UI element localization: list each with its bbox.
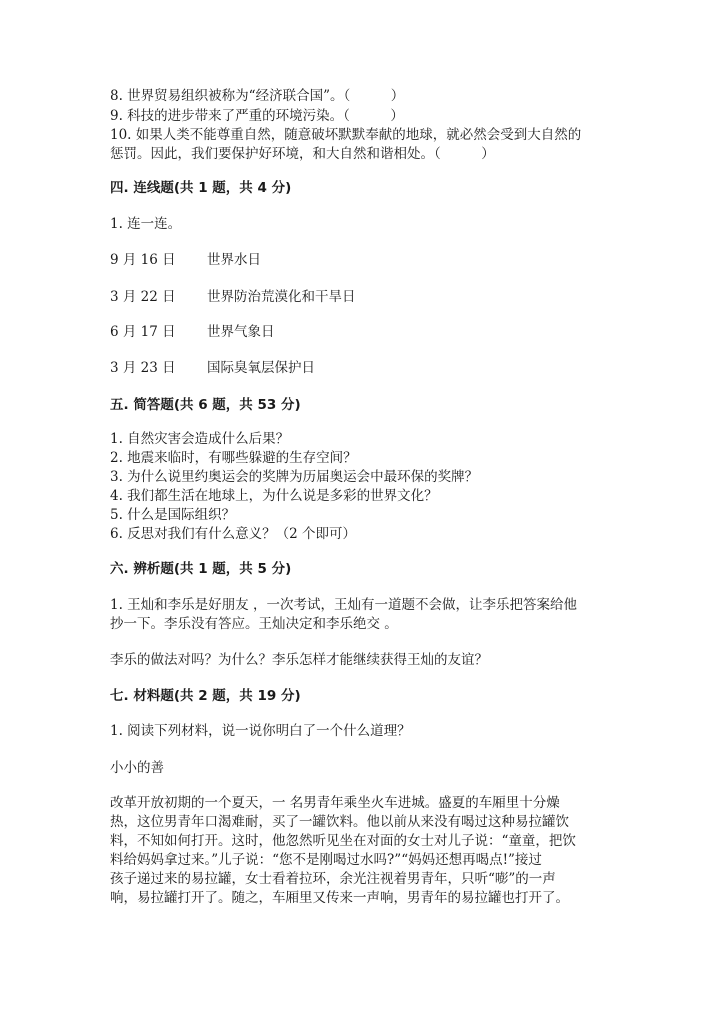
analysis-question-line-1: 1. 王灿和李乐是好朋友 ，一次考试，王灿有一道题不会做，让李乐把答案给他: [110, 597, 577, 613]
matching-day: 世界气象日: [207, 324, 275, 340]
matching-day: 世界防治荒漠化和干旱日: [207, 289, 356, 305]
matching-date: 3 月 23 日: [110, 360, 176, 376]
story-line: 孩子递过来的易拉罐，女士看着拉环，余光注视着男青年，只听“嘭”的一声: [110, 871, 556, 887]
section-heading-matching: 四. 连线题(共 1 题，共 4 分): [110, 180, 292, 196]
judgment-item-8: 8. 世界贸易组织被称为“经济联合国”。（ ）: [110, 88, 405, 104]
matching-date: 9 月 16 日: [110, 252, 176, 268]
material-question: 1. 阅读下列材料，说一说你明白了一个什么道理？: [110, 723, 411, 739]
story-line: 改革开放初期的一个夏天，一 名男青年乘坐火车进城。盛夏的车厢里十分燥: [110, 795, 560, 811]
section-heading-analysis: 六. 辨析题(共 1 题，共 5 分): [110, 561, 292, 577]
story-line: 料，不知如何打开。这时，他忽然听见坐在对面的女士对儿子说：“童童，把饮: [110, 833, 576, 849]
matching-date: 6 月 17 日: [110, 324, 176, 340]
short-answer-question: 2. 地震来临时，有哪些躲避的生存空间？: [110, 450, 357, 466]
judgment-item-10-line-1: 10. 如果人类不能尊重自然，随意破坏默默奉献的地球，就必然会受到大自然的: [110, 127, 582, 143]
matching-day: 国际臭氧层保护日: [207, 360, 315, 376]
section-heading-material: 七. 材料题(共 2 题，共 19 分): [110, 688, 301, 704]
matching-day: 世界水日: [207, 252, 261, 268]
judgment-item-9: 9. 科技的进步带来了严重的环境污染。（ ）: [110, 108, 404, 124]
section-heading-short-answer: 五. 简答题(共 6 题，共 53 分): [110, 397, 301, 413]
short-answer-question: 1. 自然灾害会造成什么后果？: [110, 431, 290, 447]
analysis-question-line-2: 抄一下。李乐没有答应。王灿决定和李乐绝交 。: [110, 616, 398, 632]
judgment-item-10-line-2: 惩罚。因此，我们要保护好环境，和大自然和谐相处。（ ）: [110, 146, 495, 162]
short-answer-question: 5. 什么是国际组织？: [110, 507, 236, 523]
analysis-follow-up: 李乐的做法对吗？为什么？李乐怎样才能继续获得王灿的友谊？: [110, 652, 488, 668]
matching-date: 3 月 22 日: [110, 289, 176, 305]
matching-question: 1. 连一连。: [110, 216, 182, 232]
story-line: 料给妈妈拿过来。”儿子说：“您不是刚喝过水吗?”“妈妈还想再喝点!”接过: [110, 852, 542, 868]
story-title: 小小的善: [110, 760, 164, 776]
short-answer-question: 6. 反思对我们有什么意义？（2 个即可）: [110, 526, 357, 542]
short-answer-question: 4. 我们都生活在地球上，为什么说是多彩的世界文化？: [110, 488, 438, 504]
story-line: 热，这位男青年口渴难耐，买了一罐饮料。他以前从来没有喝过这种易拉罐饮: [110, 814, 569, 830]
story-line: 响，易拉罐打开了。随之，车厢里又传来一声响，男青年的易拉罐也打开了。: [110, 890, 569, 906]
short-answer-question: 3. 为什么说里约奥运会的奖牌为历届奥运会中最环保的奖牌？: [110, 469, 479, 485]
